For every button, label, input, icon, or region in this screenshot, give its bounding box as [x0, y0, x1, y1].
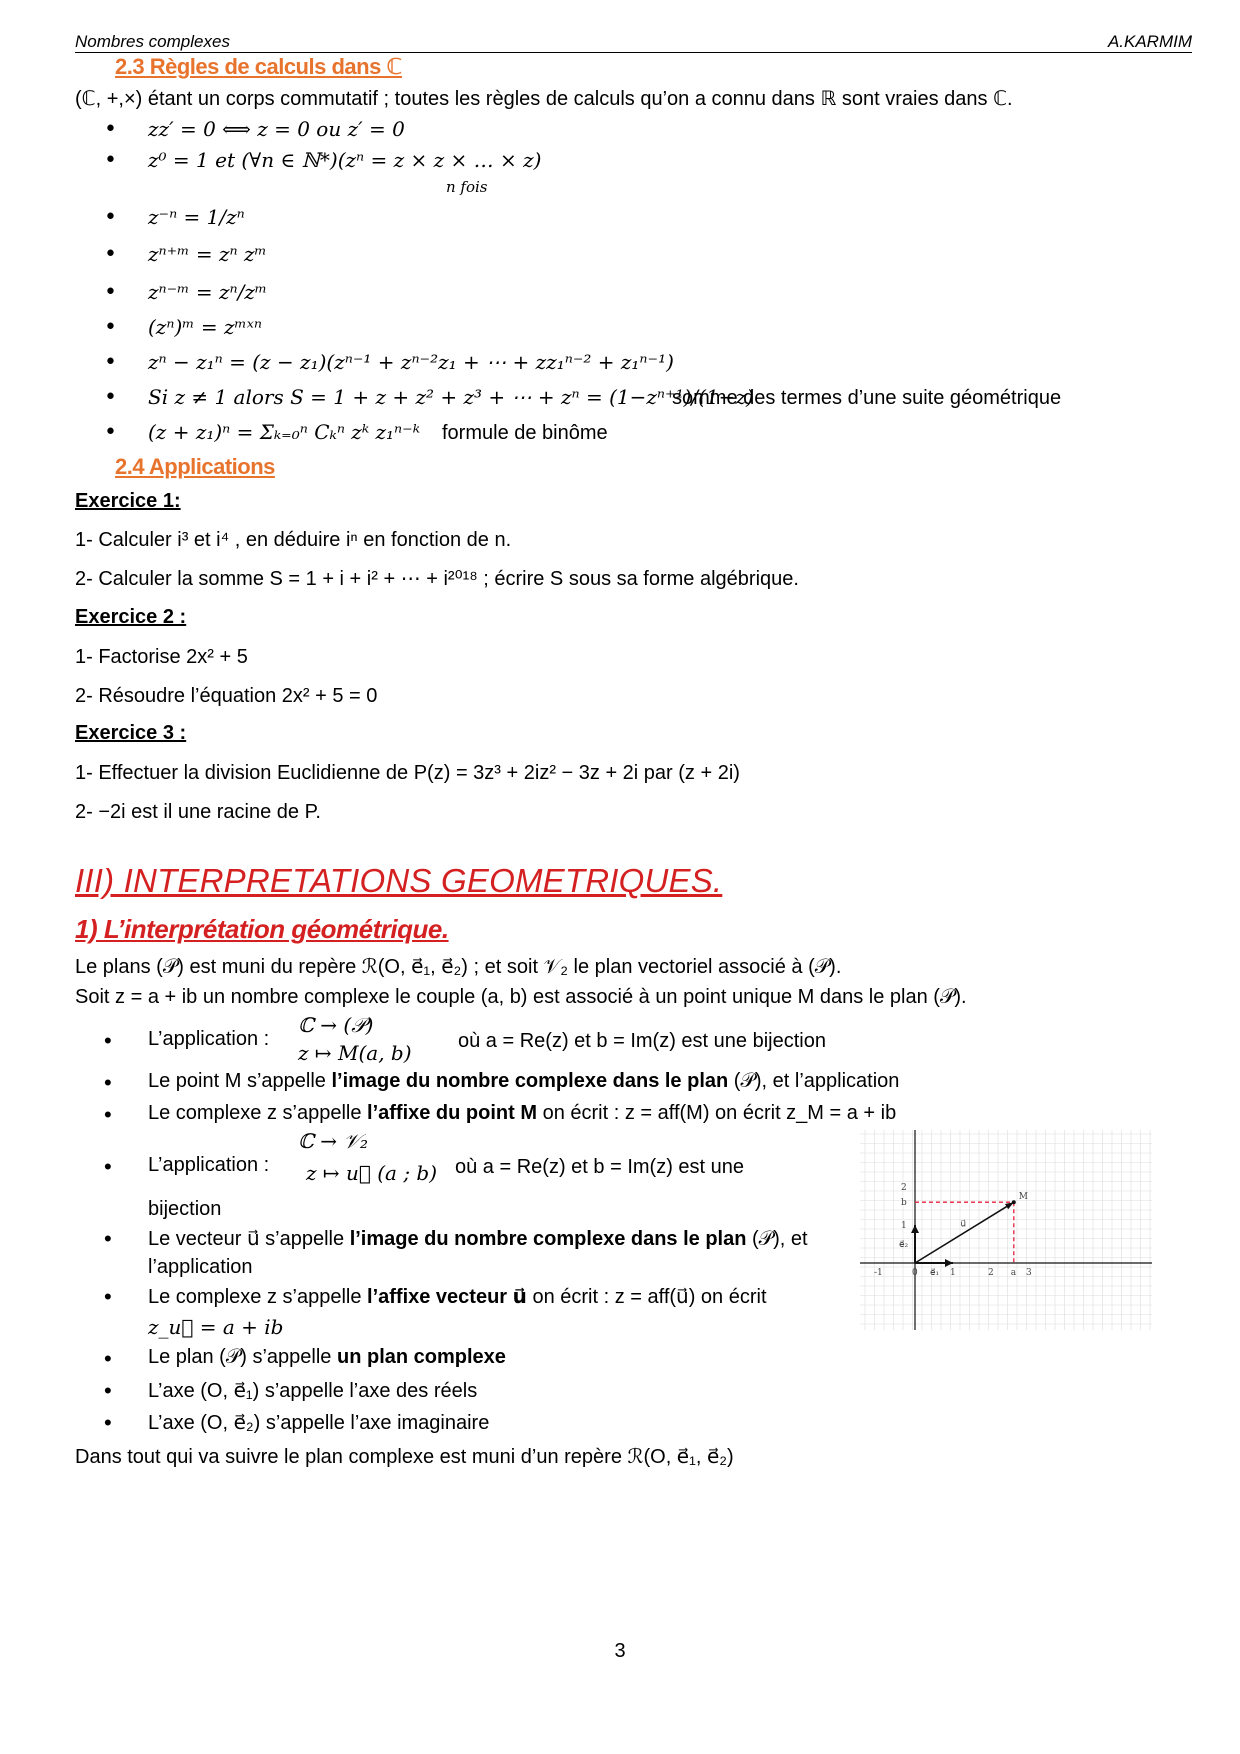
bullet-bold: l’image du nombre complexe dans le plan [349, 1228, 747, 1250]
rule-item: • z⁻ⁿ = 1/zⁿ [148, 205, 245, 229]
bullet-item [148, 1346, 506, 1369]
rule-item: • zⁿ − z₁ⁿ = (z − z₁)(zⁿ⁻¹ + zⁿ⁻²z₁ + ⋯ + zz₁ⁿ⁻² + z₁ⁿ⁻¹) [148, 350, 674, 374]
rule-item: • (zⁿ)ᵐ = zᵐˣⁿ [148, 315, 262, 339]
paragraph: Soit z = a + ib un nombre complexe le couple (a, b) est associé à un point unique M dans le plan (𝒫). [75, 986, 967, 1008]
bullet-bold: l’affixe du point M [367, 1102, 538, 1124]
bullet-text: (𝒫), et l’application [728, 1070, 900, 1092]
section-2-3-title: 2.3 Règles de calculs dans ℂ [115, 54, 403, 79]
chapter-title: III) INTERPRETATIONS GEOMETRIQUES. [75, 862, 723, 899]
exercise-2-title: Exercice 2 : [75, 606, 187, 628]
paragraph: Le plans (𝒫) est muni du repère ℛ(O, e⃗₁, e⃗₂) ; et soit 𝒱₂ le plan vectoriel associé à (𝒫). [75, 956, 842, 978]
exercise-2-line-1: 1- Factorise 2x² + 5 [75, 646, 248, 668]
bullet-text: Le complexe z s’appelle [148, 1102, 368, 1124]
bullet-bold: l’affixe vecteur u⃗ [367, 1286, 527, 1308]
y-tick-label: b [901, 1198, 907, 1209]
x-tick-label: 0 [912, 1268, 918, 1278]
x-tick-label: 1 [950, 1268, 956, 1278]
page-header [75, 30, 1192, 53]
y-tick-label: 2 [901, 1183, 907, 1193]
point-m-label: M [1018, 1192, 1029, 1203]
x-tick-label: 3 [1026, 1268, 1032, 1278]
bullet-continuation: bijection [148, 1198, 222, 1220]
rule-underbrace-label: n fois [446, 178, 488, 196]
bullet-text: Le point M s’appelle [148, 1070, 332, 1092]
rule-item: • Si z ≠ 1 alors S = 1 + z + z² + z³ + ⋯ + zⁿ = (1−zⁿ⁺¹)/(1−z) [148, 385, 754, 409]
bullet-bold: un plan complexe [336, 1346, 506, 1368]
bullet-text: on écrit : z = aff(u⃗) on écrit [526, 1286, 767, 1308]
section-2-3-intro: (ℂ, +,×) étant un corps commutatif ; toutes les règles de calculs qu’on a connu dans ℝ sont vraies dans ℂ. [75, 88, 1013, 110]
mapping-top: ℂ → 𝒱₂ [298, 1129, 369, 1153]
bullet-tail: où a = Re(z) et b = Im(z) est une bijection [458, 1030, 826, 1052]
exercise-1-line-2: 2- Calculer la somme S = 1 + i + i² + ⋯ + i²⁰¹⁸ ; écrire S sous sa forme algébrique. [75, 568, 799, 590]
x-tick-label: -1 [874, 1268, 883, 1278]
bullet-item: • L’axe (O, e⃗₂) s’appelle l’axe imaginaire [148, 1410, 489, 1435]
mapping-bottom: z ↦ M(a, b) [298, 1041, 412, 1065]
bullet-text: Le complexe z s’appelle [148, 1286, 368, 1308]
bullet-text: on écrit : z = aff(M) on écrit z_M = a + ib [537, 1102, 897, 1124]
rule-item: • zⁿ⁻ᵐ = zⁿ/zᵐ [148, 280, 267, 304]
exercise-1-title: Exercice 1: [75, 490, 181, 512]
rule-comment: somme des termes d’une suite géométrique [672, 387, 1062, 409]
mapping-top: ℂ → (𝒫) [298, 1013, 374, 1037]
page-number: 3 [614, 1640, 626, 1662]
closing-paragraph: Dans tout qui va suivre le plan complexe est muni d’un repère ℛ(O, e⃗₁, e⃗₂) [75, 1446, 734, 1468]
bullet-item [148, 1226, 808, 1251]
bullet-continuation: z_u⃗ = a + ib [148, 1315, 284, 1339]
exercise-3-line-1: 1- Effectuer la division Euclidienne de P(z) = 3z³ + 2iz² − 3z + 2i par (z + 2i) [75, 762, 740, 784]
vector-e1-label: e⃗₁ [930, 1268, 940, 1278]
section-2-4-title: 2.4 Applications [115, 454, 275, 479]
bullet-text: Le plan (𝒫) s’appelle [148, 1346, 337, 1368]
bullet-lead: • L’application : [148, 1154, 269, 1177]
bullet-text: (𝒫), et [746, 1228, 808, 1250]
mapping-bottom: z ↦ u⃗ (a ; b) [306, 1161, 438, 1185]
vector-e2-label: e⃗₂ [899, 1240, 909, 1250]
complex-plane-figure [860, 1130, 1152, 1330]
bullet-item [148, 1070, 899, 1093]
bullet-item: • L’axe (O, e⃗₁) s’appelle l’axe des réels [148, 1378, 477, 1403]
rule-comment: formule de binôme [442, 422, 608, 444]
exercise-1-line-1: 1- Calculer i³ et i⁴ , en déduire iⁿ en fonction de n. [75, 529, 512, 551]
bullet-item [148, 1102, 896, 1125]
subsection-title: 1) L’interprétation géométrique. [75, 914, 449, 944]
x-tick-label: a [1010, 1268, 1017, 1278]
rule-item: • z⁰ = 1 et (∀n ∈ ℕ*)(zⁿ = z × z × … × z) [148, 148, 541, 172]
exercise-2-line-2: 2- Résoudre l’équation 2x² + 5 = 0 [75, 685, 378, 707]
vector-u-label: u⃗ [960, 1219, 967, 1230]
exercise-3-line-2: 2- −2i est il une racine de P. [75, 801, 321, 823]
header-left: Nombres complexes [75, 32, 230, 51]
bullet-item [148, 1284, 767, 1309]
bullet-bold: l’image du nombre complexe dans le plan [331, 1070, 729, 1092]
rule-item: • zⁿ⁺ᵐ = zⁿ zᵐ [148, 242, 267, 266]
vector-e1-arrowhead [945, 1259, 953, 1267]
header-right: A.KARMIM [1107, 32, 1192, 51]
rule-item: • (z + z₁)ⁿ = Σₖ₌₀ⁿ Cₖⁿ zᵏ z₁ⁿ⁻ᵏ [148, 420, 420, 444]
x-tick-label: 2 [988, 1268, 994, 1278]
vector-u [915, 1202, 1014, 1263]
complex-plane-svg [860, 1130, 1152, 1330]
bullet-lead: • L’application : [148, 1028, 269, 1051]
point-m [1012, 1200, 1016, 1204]
rule-item: • zz′ = 0 ⟺ z = 0 ou z′ = 0 [148, 117, 405, 141]
y-tick-label: 1 [901, 1221, 907, 1231]
bullet-tail: où a = Re(z) et b = Im(z) est une [455, 1156, 745, 1178]
bullet-text: Le vecteur u⃗ s’appelle [148, 1228, 350, 1250]
bullet-continuation: l’application [148, 1256, 253, 1278]
exercise-3-title: Exercice 3 : [75, 722, 187, 744]
